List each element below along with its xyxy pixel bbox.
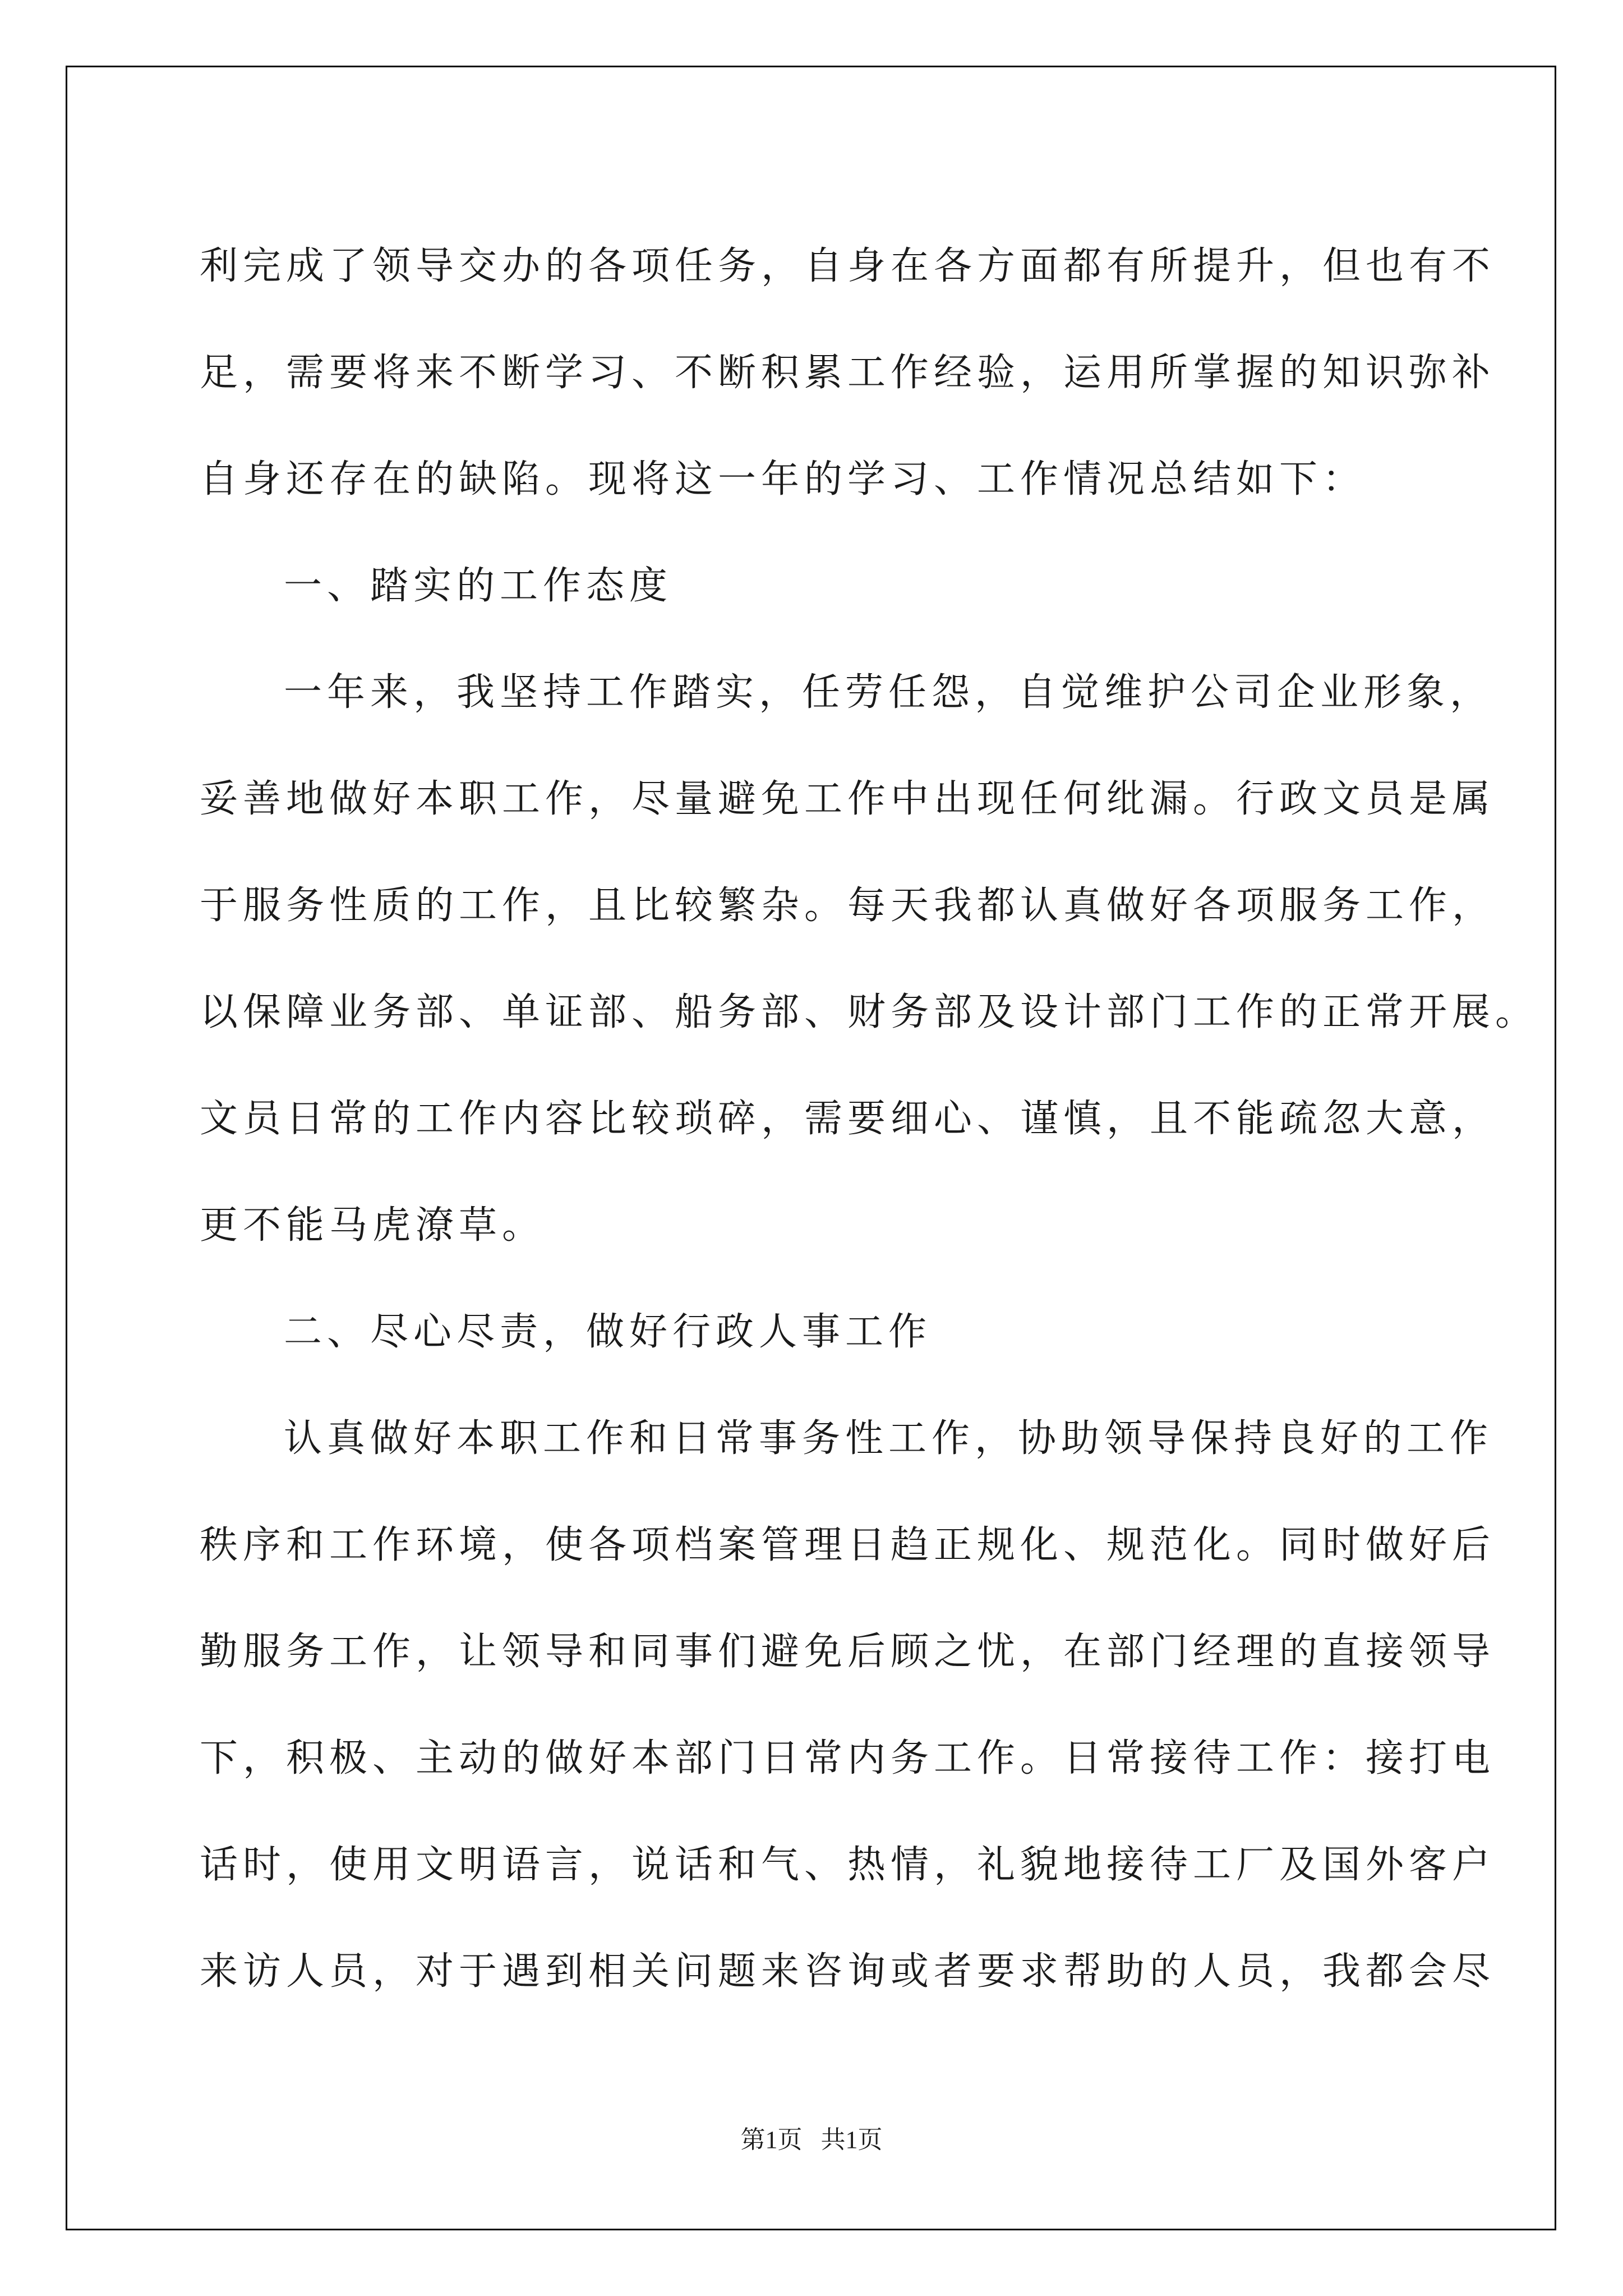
- text-line-17: 来访人员，对于遇到相关问题来咨询或者要求帮助的人员，我都会尽: [200, 1949, 1496, 1994]
- text-line-10: 更不能马虎潦草。: [200, 1203, 546, 1248]
- text-line-9: 文员日常的工作内容比较琐碎，需要细心、谨慎，且不能疏忽大意，: [200, 1097, 1496, 1141]
- page-number-footer: 第1页 共1页: [740, 2126, 883, 2154]
- text-line-15: 下，积极、主动的做好本部门日常内务工作。日常接待工作：接打电: [200, 1736, 1496, 1780]
- text-line-3: 自身还存在的缺陷。现将这一年的学习、工作情况总结如下：: [200, 457, 1366, 501]
- text-line-5: 一年来，我坚持工作踏实，任劳任怨，自觉维护公司企业形象，: [284, 670, 1493, 715]
- text-line-7: 于服务性质的工作，且比较繁杂。每天我都认真做好各项服务工作，: [200, 884, 1496, 928]
- text-line-13: 秩序和工作环境，使各项档案管理日趋正规化、规范化。同时做好后: [200, 1523, 1496, 1567]
- text-line-1: 利完成了领导交办的各项任务，自身在各方面都有所提升，但也有不: [200, 244, 1496, 288]
- text-line-2: 足，需要将来不断学习、不断积累工作经验，运用所掌握的知识弥补: [200, 351, 1496, 395]
- section-heading-2: 二、尽心尽责，做好行政人事工作: [284, 1310, 932, 1354]
- text-line-12: 认真做好本职工作和日常事务性工作，协助领导保持良好的工作: [284, 1416, 1493, 1461]
- section-heading-1: 一、踏实的工作态度: [284, 564, 673, 608]
- text-line-8: 以保障业务部、单证部、船务部、财务部及设计部门工作的正常开展。: [200, 990, 1539, 1034]
- document-body: [200, 213, 1539, 2025]
- text-line-14: 勤服务工作，让领导和同事们避免后顾之忧，在部门经理的直接领导: [200, 1630, 1496, 1674]
- text-line-16: 话时，使用文明语言，说话和气、热情，礼貌地接待工厂及国外客户: [200, 1843, 1496, 1887]
- text-line-6: 妥善地做好本职工作，尽量避免工作中出现任何纰漏。行政文员是属: [200, 777, 1496, 821]
